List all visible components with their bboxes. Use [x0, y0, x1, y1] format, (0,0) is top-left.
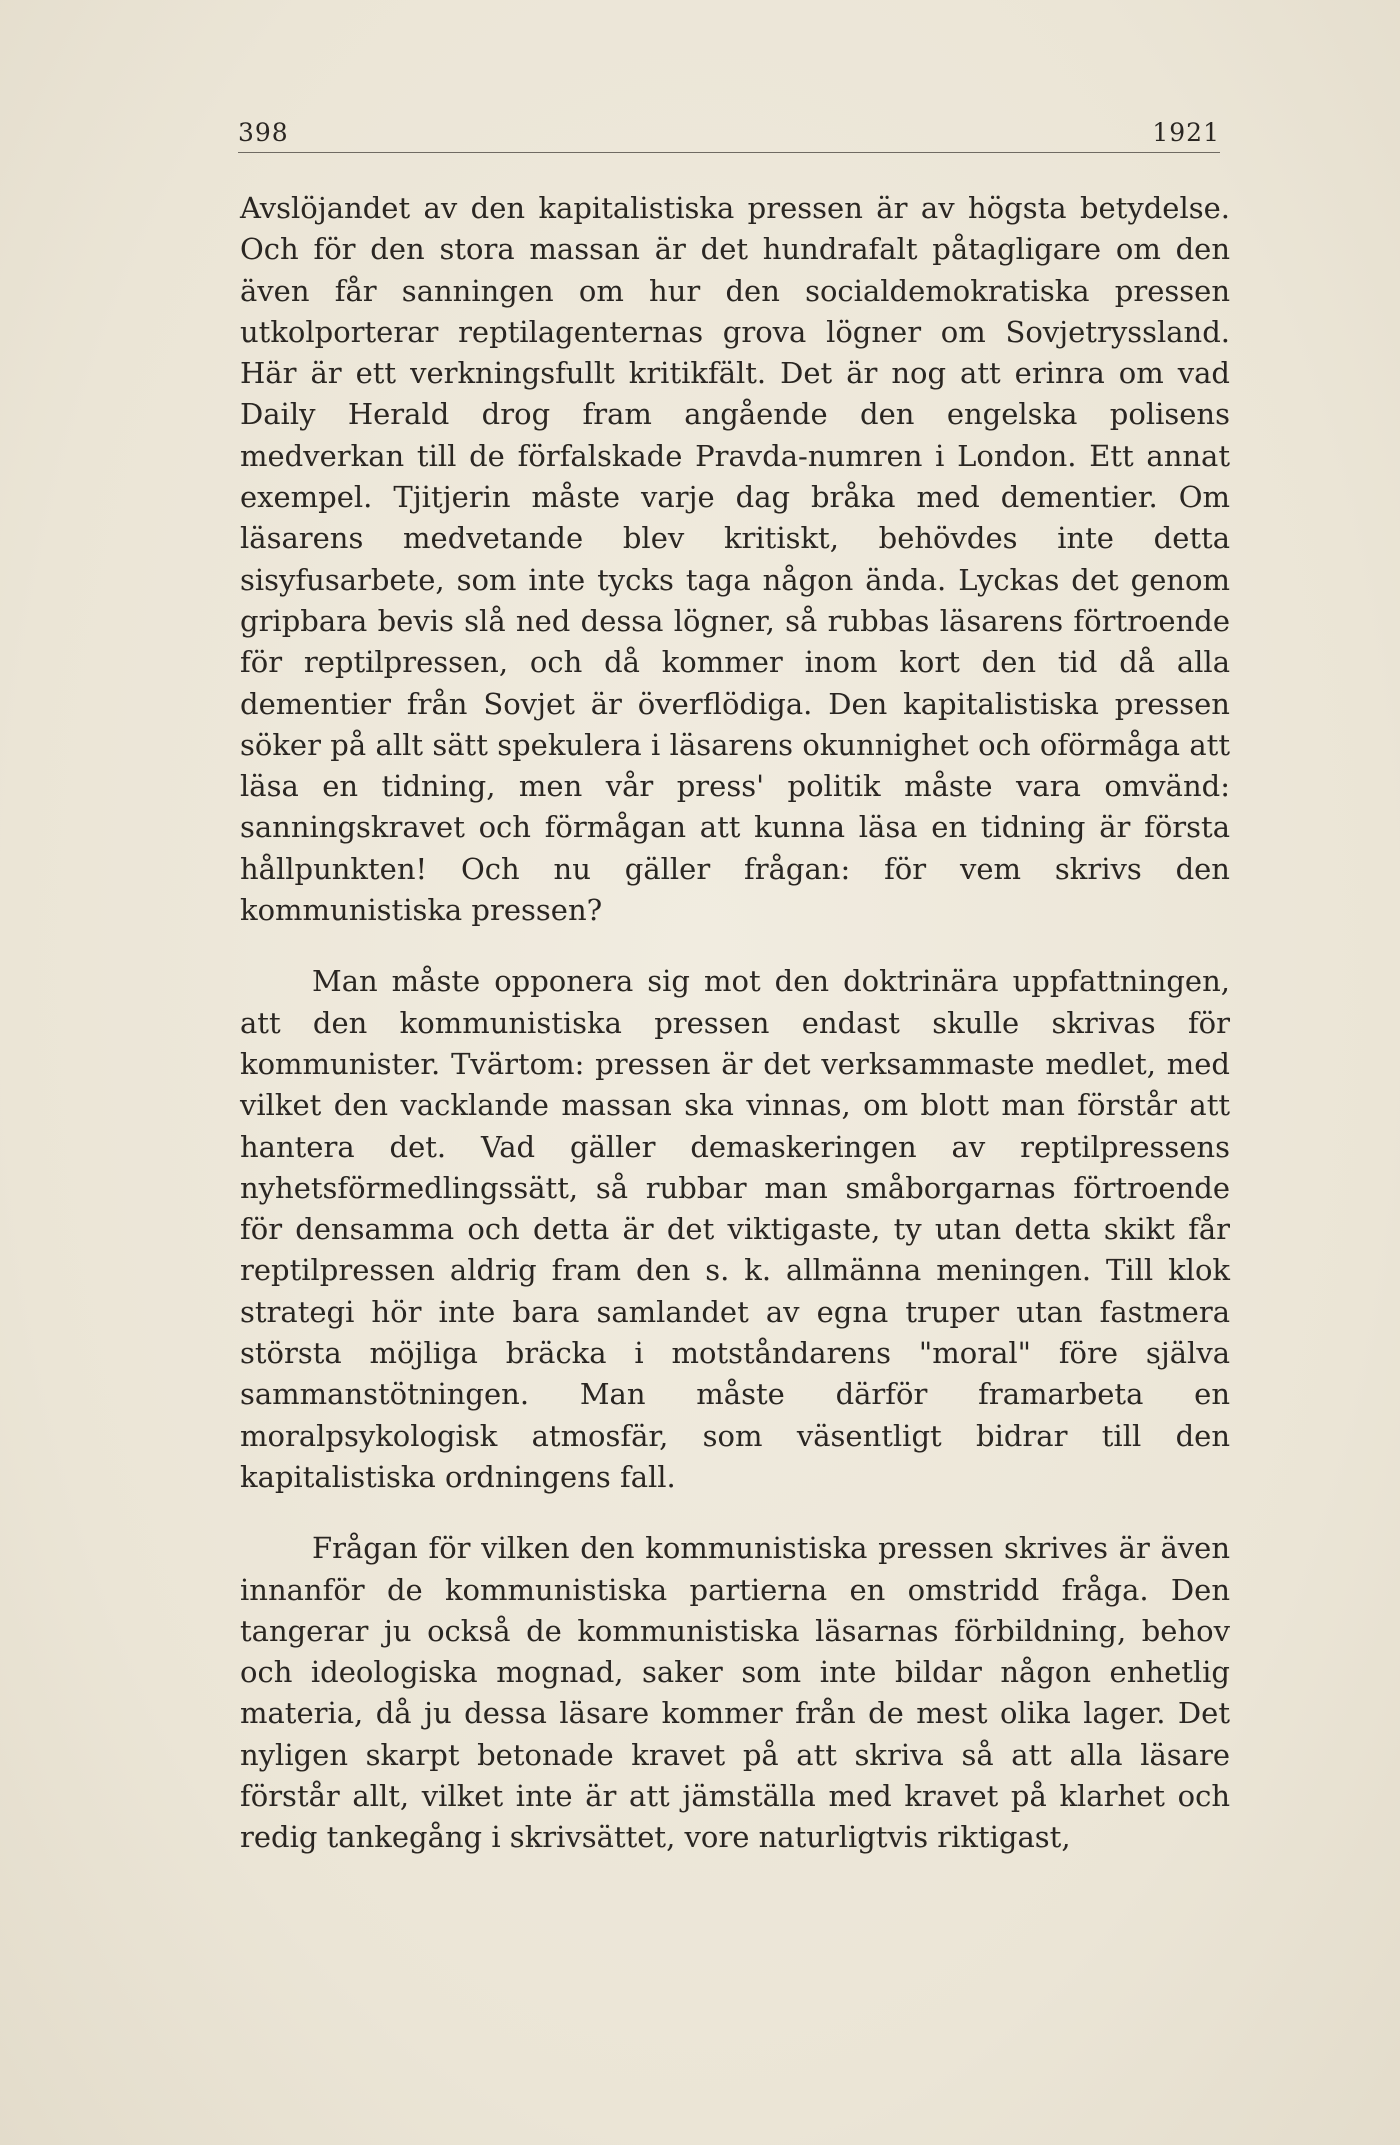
paragraph-3: Frågan för vilken den kommunistiska pressen skrives är även innanför de kommunistiska partierna en omstridd fråga. Den tangerar ju också de kommunistiska läsarnas förbildning, behov och ideologiska mognad, saker som inte bildar någon enhetlig materia, då ju dessa läsare kommer från de mest olika lager. Det nyligen skarpt betonade kravet på att skriva så att alla läsare förstår allt, vilket inte är att jämställa med kravet på klarhet och redig tankegång i skrivsättet, vore naturligtvis riktigast, — [240, 1531, 1230, 1855]
body-text — [240, 188, 1230, 1859]
paragraph-1: Avslöjandet av den kapitalistiska pressen är av högsta betydelse. Och för den stora massan är det hundrafalt påtagligare om den även får sanningen om hur den socialdemokratiska pressen utkolporterar reptilagenternas grova lögner om Sovjetryssland. Här är ett verkningsfullt kritikfält. Det är nog att erinra om vad Daily Herald drog fram angående den engelska polisens medverkan till de förfalskade Pravda-numren i London. Ett annat exempel. Tjitjerin måste varje dag bråka med dementier. Om läsarens medvetande blev kritiskt, behövdes inte detta sisyfusarbete, som inte tycks taga någon ända. Lyckas det genom gripbara bevis slå ned dessa lögner, så rubbas läsarens förtroende för reptilpressen, och då kommer inom kort den tid då alla dementier från Sovjet är överflödiga. Den kapitalistiska pressen söker på allt sätt spekulera i läsarens okunnighet och oförmåga att läsa en tidning, men vår press' politik måste vara omvänd: sanningskravet och förmågan att kunna läsa en tidning är första hållpunkten! Och nu gäller frågan: för vem skrivs den kommunistiska pressen? — [240, 191, 1230, 928]
running-header — [238, 118, 1220, 153]
page-number: 398 — [238, 118, 289, 147]
paragraph-2: Man måste opponera sig mot den doktrinära uppfattningen, att den kommunistiska pressen endast skulle skrivas för kommunister. Tvärtom: pressen är det verksammaste medlet, med vilket den vacklande massan ska vinnas, om blott man förstår att hantera det. Vad gäller demaskeringen av reptilpressens nyhetsförmedlingssätt, så rubbar man småborgarnas förtroende för densamma och detta är det viktigaste, ty utan detta skikt får reptilpressen aldrig fram den s. k. allmänna meningen. Till klok strategi hör inte bara samlandet av egna truper utan fastmera största möjliga bräcka i motståndarens "moral" före själva sammanstötningen. Man måste därför framarbeta en moralpsykologisk atmosfär, som väsentligt bidrar till den kapitalistiska ordningens fall. — [240, 964, 1230, 1494]
header-year: 1921 — [1152, 118, 1220, 147]
